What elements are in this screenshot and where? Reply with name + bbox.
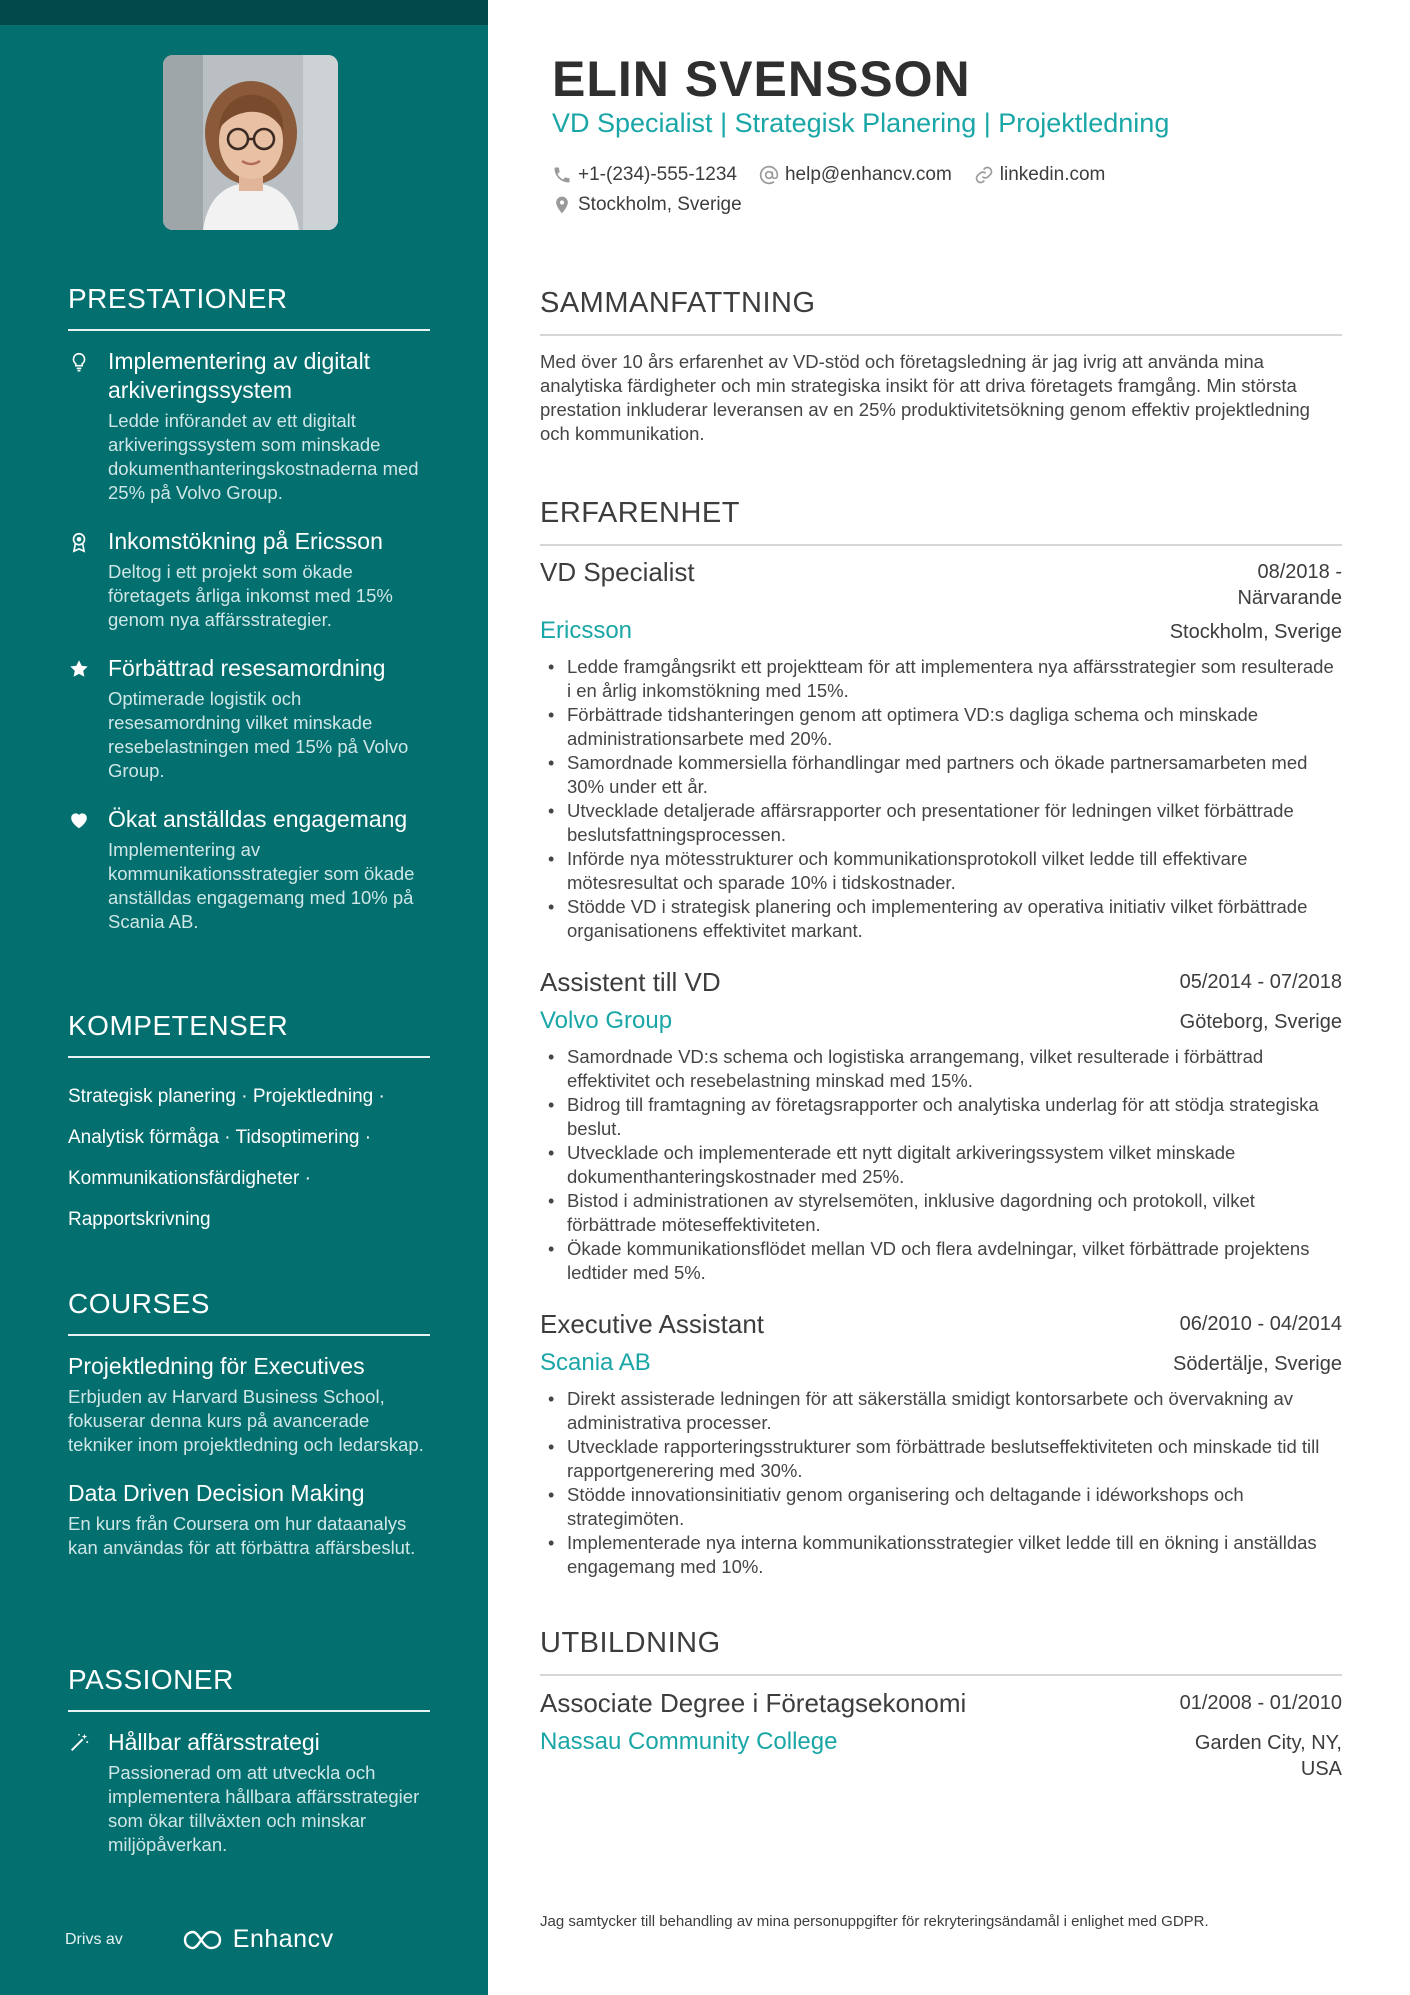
job-bullets xyxy=(540,1045,1342,1285)
job-bullet: • Utvecklade detaljerade affärsrapporter och presentationer för ledningen vilket förbättrade beslutsfattningsprocessen. xyxy=(540,799,1342,847)
courses-title: COURSES xyxy=(68,1288,430,1336)
candidate-name: ELIN SVENSSON xyxy=(552,51,971,107)
job-bullet: • Utvecklade rapporteringsstrukturer som förbättrade beslutseffektiviteten och minskade tid till rapportgenerering med 30%. xyxy=(540,1435,1342,1483)
location-text: Stockholm, Sverige xyxy=(578,194,742,215)
job-bullet: • Bidrog till framtagning av företagsrapporter och analytiska underlag för att stödja strategiska beslut. xyxy=(540,1093,1342,1141)
skills-section xyxy=(68,1010,430,1240)
education-location xyxy=(1195,1730,1342,1782)
skill-line: Analytisk förmåga · Tidsoptimering · xyxy=(68,1127,372,1148)
job-title: VD Specialist xyxy=(540,557,695,587)
job-bullet: • Förbättrade tidshanteringen genom att optimera VD:s dagliga schema och minskade administrationsarbete med 20%. xyxy=(540,703,1342,751)
job-bullet: • Implementerade nya interna kommunikationsstrategier vilket ledde till en ökning i anställdas engagemang med 10%. xyxy=(540,1531,1342,1579)
degree-title: Associate Degree i Företagsekonomi xyxy=(540,1688,967,1718)
job-dates xyxy=(1180,969,1342,995)
sidebar xyxy=(0,0,488,1995)
achievement-title: Inkomstökning på Ericsson xyxy=(108,528,383,554)
company-name: Ericsson xyxy=(540,617,633,644)
powered-by xyxy=(65,1925,334,1954)
magic-wand-icon xyxy=(68,1728,108,1857)
achievement-title: Förbättrad resesamordning xyxy=(108,655,386,681)
skills-title: KOMPETENSER xyxy=(68,1010,430,1058)
skills-list xyxy=(68,1076,430,1240)
job-bullet: • Stödde innovationsinitiativ genom organisering och deltagande i idéworkshops och strategimöten. xyxy=(540,1483,1342,1531)
achievements-title: PRESTATIONER xyxy=(68,283,430,331)
linkedin-url: linkedin.com xyxy=(999,164,1106,185)
job-bullet: • Utvecklade och implementerade ett nytt digitalt arkiveringssystem vilket minskade dokumenthanteringskostnader med 25%. xyxy=(540,1141,1342,1189)
course-item xyxy=(68,1479,430,1560)
job-entry xyxy=(540,1309,1342,1579)
portrait-image xyxy=(163,55,338,230)
passion-description: Passionerad om att utveckla och implementera hållbara affärsstrategier som ökar tillväxten och minskar miljöpåverkan. xyxy=(108,1762,420,1855)
achievement-item xyxy=(68,347,430,505)
job-location: Stockholm, Sverige xyxy=(1169,621,1342,643)
passions-title: PASSIONER xyxy=(68,1664,430,1712)
job-title: Assistent till VD xyxy=(540,967,721,997)
job-bullet: • Ökade kommunikationsflödet mellan VD och flera avdelningar, vilket förbättrade projektens ledtider med 5%. xyxy=(540,1237,1342,1285)
job-dates xyxy=(1237,559,1342,611)
achievement-item xyxy=(68,805,430,934)
job-location: Södertälje, Sverige xyxy=(1173,1353,1342,1375)
achievement-item xyxy=(68,527,430,632)
company-name: Volvo Group xyxy=(540,1007,673,1034)
job-bullets xyxy=(540,1387,1342,1579)
experience-title: ERFARENHET xyxy=(540,497,1342,546)
skill-line: Kommunikationsfärdigheter · xyxy=(68,1168,311,1189)
linkedin-contact[interactable] xyxy=(974,164,1106,186)
job-dates-end: Närvarande xyxy=(1237,587,1342,609)
job-title: Executive Assistant xyxy=(540,1309,764,1339)
enhancv-brand-name: Enhancv xyxy=(232,1925,334,1953)
job-bullet: • Samordnade VD:s schema och logistiska arrangemang, vilket resulterade i förbättrad effektivitet och resebelastning minskad med 15%. xyxy=(540,1045,1342,1093)
achievement-title: Implementering av digitalt arkiveringssystem xyxy=(108,348,371,403)
education-location-line: Garden City, NY, xyxy=(1194,1732,1342,1754)
summary-title: SAMMANFATTNING xyxy=(540,287,1342,336)
job-location: Göteborg, Sverige xyxy=(1179,1011,1342,1033)
achievements-section xyxy=(68,283,430,956)
phone-contact[interactable] xyxy=(552,164,737,186)
job-entry xyxy=(540,557,1342,943)
job-dates-start: 08/2018 - xyxy=(1257,561,1342,583)
enhancv-logo[interactable] xyxy=(181,1925,334,1954)
job-bullet: • Stödde VD i strategisk planering och implementering av operativa initiativ vilket förbättrade organisationens effektivitet markant. xyxy=(540,895,1342,943)
course-title: Projektledning för Executives xyxy=(68,1353,365,1379)
job-dates-start: 05/2014 - 07/2018 xyxy=(1179,971,1342,993)
lightbulb-icon xyxy=(68,347,108,505)
course-title: Data Driven Decision Making xyxy=(68,1480,365,1506)
job-dates xyxy=(1180,1311,1342,1337)
job-dates-start: 06/2010 - 04/2014 xyxy=(1179,1313,1342,1335)
summary-text: Med över 10 års erfarenhet av VD-stöd och företagsledning är jag ivrig att använda mina analytiska färdigheter och min strategiska insikt för att driva företagets framgång. Min största prestation inkluderar leveransen av en 25% produktivitetsökning genom effektiv projektledning och kommunikation. xyxy=(540,351,1310,444)
skill-line: Rapportskrivning xyxy=(68,1209,211,1230)
award-medal-icon xyxy=(68,527,108,632)
job-bullets xyxy=(540,655,1342,943)
job-bullet: • Direkt assisterade ledningen för att säkerställa smidigt kontorsarbete och övervakning av administrativa processer. xyxy=(540,1387,1342,1435)
phone-number: +1-(234)-555-1234 xyxy=(578,164,737,185)
star-icon xyxy=(68,654,108,783)
job-bullet: • Ledde framgångsrikt ett projektteam för att implementera nya affärsstrategier som resulterade i en årlig inkomstökning med 15%. xyxy=(540,655,1342,703)
job-bullet: • Samordnade kommersiella förhandlingar med partners och ökade partnersamarbeten med 30% under ett år. xyxy=(540,751,1342,799)
education-location-line: USA xyxy=(1300,1758,1342,1780)
company-name: Scania AB xyxy=(540,1349,651,1376)
link-icon xyxy=(974,165,994,185)
passions-section xyxy=(68,1664,430,1879)
email-contact[interactable] xyxy=(759,164,952,186)
job-entry xyxy=(540,967,1342,1285)
contact-info xyxy=(552,160,1127,220)
achievement-title: Ökat anställdas engagemang xyxy=(108,806,408,832)
heart-icon xyxy=(68,805,108,934)
powered-by-label: Drivs av xyxy=(65,1930,123,1948)
sidebar-top-strip xyxy=(0,0,488,25)
passion-title: Hållbar affärsstrategi xyxy=(108,1729,320,1755)
course-description: Erbjuden av Harvard Business School, fokuserar denna kurs på avancerade tekniker inom projektledning och ledarskap. xyxy=(68,1386,424,1455)
phone-icon xyxy=(552,165,572,185)
enhancv-logo-icon xyxy=(181,1928,225,1952)
skill-line: Strategisk planering · Projektledning · xyxy=(68,1086,385,1107)
education-dates: 01/2008 - 01/2010 xyxy=(1179,1692,1342,1714)
achievement-description: Ledde införandet av ett digitalt arkiveringssystem som minskade dokumenthanteringskostnaderna med 25% på Volvo Group. xyxy=(108,410,419,503)
course-item xyxy=(68,1352,430,1457)
achievement-description: Optimerade logistik och resesamordning vilket minskade resebelastningen med 15% på Volvo Group. xyxy=(108,688,409,781)
profile-photo xyxy=(163,55,338,230)
education-entry xyxy=(540,1688,1342,1788)
headline: VD Specialist | Strategisk Planering | Projektledning xyxy=(552,108,1170,138)
email-address: help@enhancv.com xyxy=(784,164,952,185)
location-pin-icon xyxy=(552,195,572,215)
achievement-description: Implementering av kommunikationsstrategier som ökade anställdas engagemang med 10% på Scania AB. xyxy=(108,839,415,932)
passion-item xyxy=(68,1728,430,1857)
school-name: Nassau Community College xyxy=(540,1728,838,1755)
course-description: En kurs från Coursera om hur dataanalys kan användas för att förbättra affärsbeslut. xyxy=(68,1513,416,1558)
achievement-description: Deltog i ett projekt som ökade företagets årliga inkomst med 15% genom nya affärsstrategier. xyxy=(108,561,393,630)
gdpr-consent: Jag samtycker till behandling av mina personuppgifter för rekryteringsändamål i enlighet med GDPR. xyxy=(540,1913,1209,1930)
at-icon xyxy=(759,165,779,185)
location-contact xyxy=(552,194,742,216)
courses-section xyxy=(68,1288,430,1582)
job-bullet: • Införde nya mötesstrukturer och kommunikationsprotokoll vilket ledde till effektivare mötesresultat och sparade 10% i tidskostnader. xyxy=(540,847,1342,895)
education-title: UTBILDNING xyxy=(540,1627,1342,1676)
job-bullet: • Bistod i administrationen av styrelsemöten, inklusive dagordning och protokoll, vilket förbättrade möteseffektiviteten. xyxy=(540,1189,1342,1237)
achievement-item xyxy=(68,654,430,783)
